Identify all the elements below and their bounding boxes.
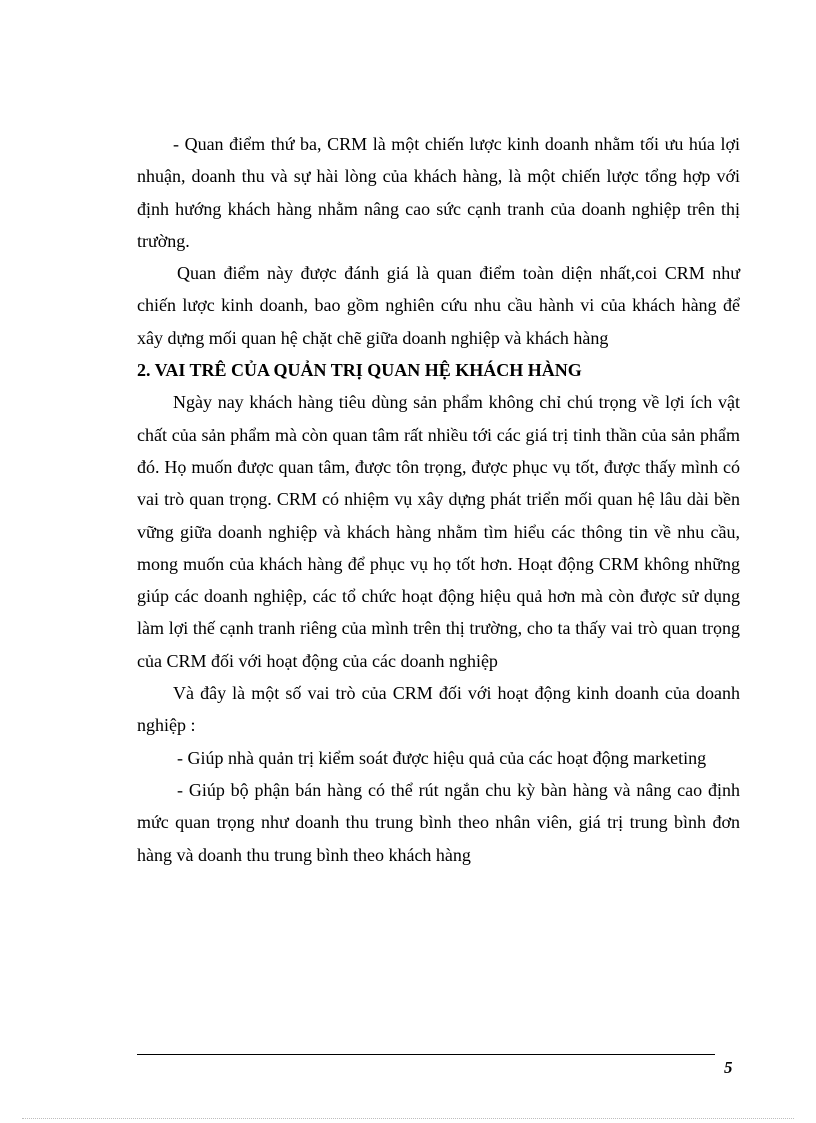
page-bottom-border bbox=[22, 1118, 794, 1119]
paragraph-role-intro: Ngày nay khách hàng tiêu dùng sản phẩm không chỉ chú trọng về lợi ích vật chất của sản phẩm mà còn quan tâm rất nhiều tới các giá trị tinh thần của sản phẩm đó. Họ muốn được quan tâm, được tôn trọng, được phục vụ tốt, được thấy mình có vai trò quan trọng. CRM có nhiệm vụ xây dựng phát triển mối quan hệ lâu dài bền vững giữa doanh nghiệp và khách hàng nhằm tìm hiểu các thông tin về nhu cầu, mong muốn của khách hàng để phục vụ họ tốt hơn. Hoạt động CRM không những giúp các doanh nghiệp, các tổ chức hoạt động hiệu quả hơn mà còn được sử dụng làm lợi thế cạnh tranh riêng của mình trên thị trường, cho ta thấy vai trò quan trọng của CRM đối với hoạt động của các doanh nghiệp bbox=[137, 392, 740, 671]
page-number: 5 bbox=[724, 1058, 733, 1077]
footer-divider bbox=[137, 1054, 715, 1055]
paragraph-bullet-sales: - Giúp bộ phận bán hàng có thể rút ngắn chu kỳ bàn hàng và nâng cao định mức quan trọng như doanh thu trung bình theo nhân viên, giá trị trung bình đơn hàng và doanh thu trung bình theo khách hàng bbox=[137, 779, 740, 865]
paragraph-third-viewpoint: - Quan điểm thứ ba, CRM là một chiến lược kinh doanh nhằm tối ưu húa lợi nhuận, doanh thu và sự hài lòng của khách hàng, là một chiến lược tổng hợp với định hướng khách hàng nhằm nâng cao sức cạnh tranh của doanh nghiệp trên thị trường. bbox=[137, 134, 740, 251]
page-content bbox=[137, 128, 740, 871]
section-heading: 2. VAI TRÊ CỦA QUẢN TRỊ QUAN HỆ KHÁCH HÀNG bbox=[137, 360, 582, 381]
paragraph-assessment: Quan điểm này được đánh giá là quan điểm toàn diện nhất,coi CRM như chiến lược kinh doanh, bao gồm nghiên cứu nhu cầu hành vi của khách hàng để xây dựng mối quan hệ chặt chẽ giữa doanh nghiệp và khách hàng bbox=[137, 263, 740, 348]
paragraph-bullet-marketing: - Giúp nhà quản trị kiểm soát được hiệu quả của các hoạt động marketing bbox=[177, 747, 707, 768]
paragraph-role-list-lead: Và đây là một số vai trò của CRM đối với hoạt động kinh doanh của doanh nghiệp : bbox=[137, 683, 740, 736]
